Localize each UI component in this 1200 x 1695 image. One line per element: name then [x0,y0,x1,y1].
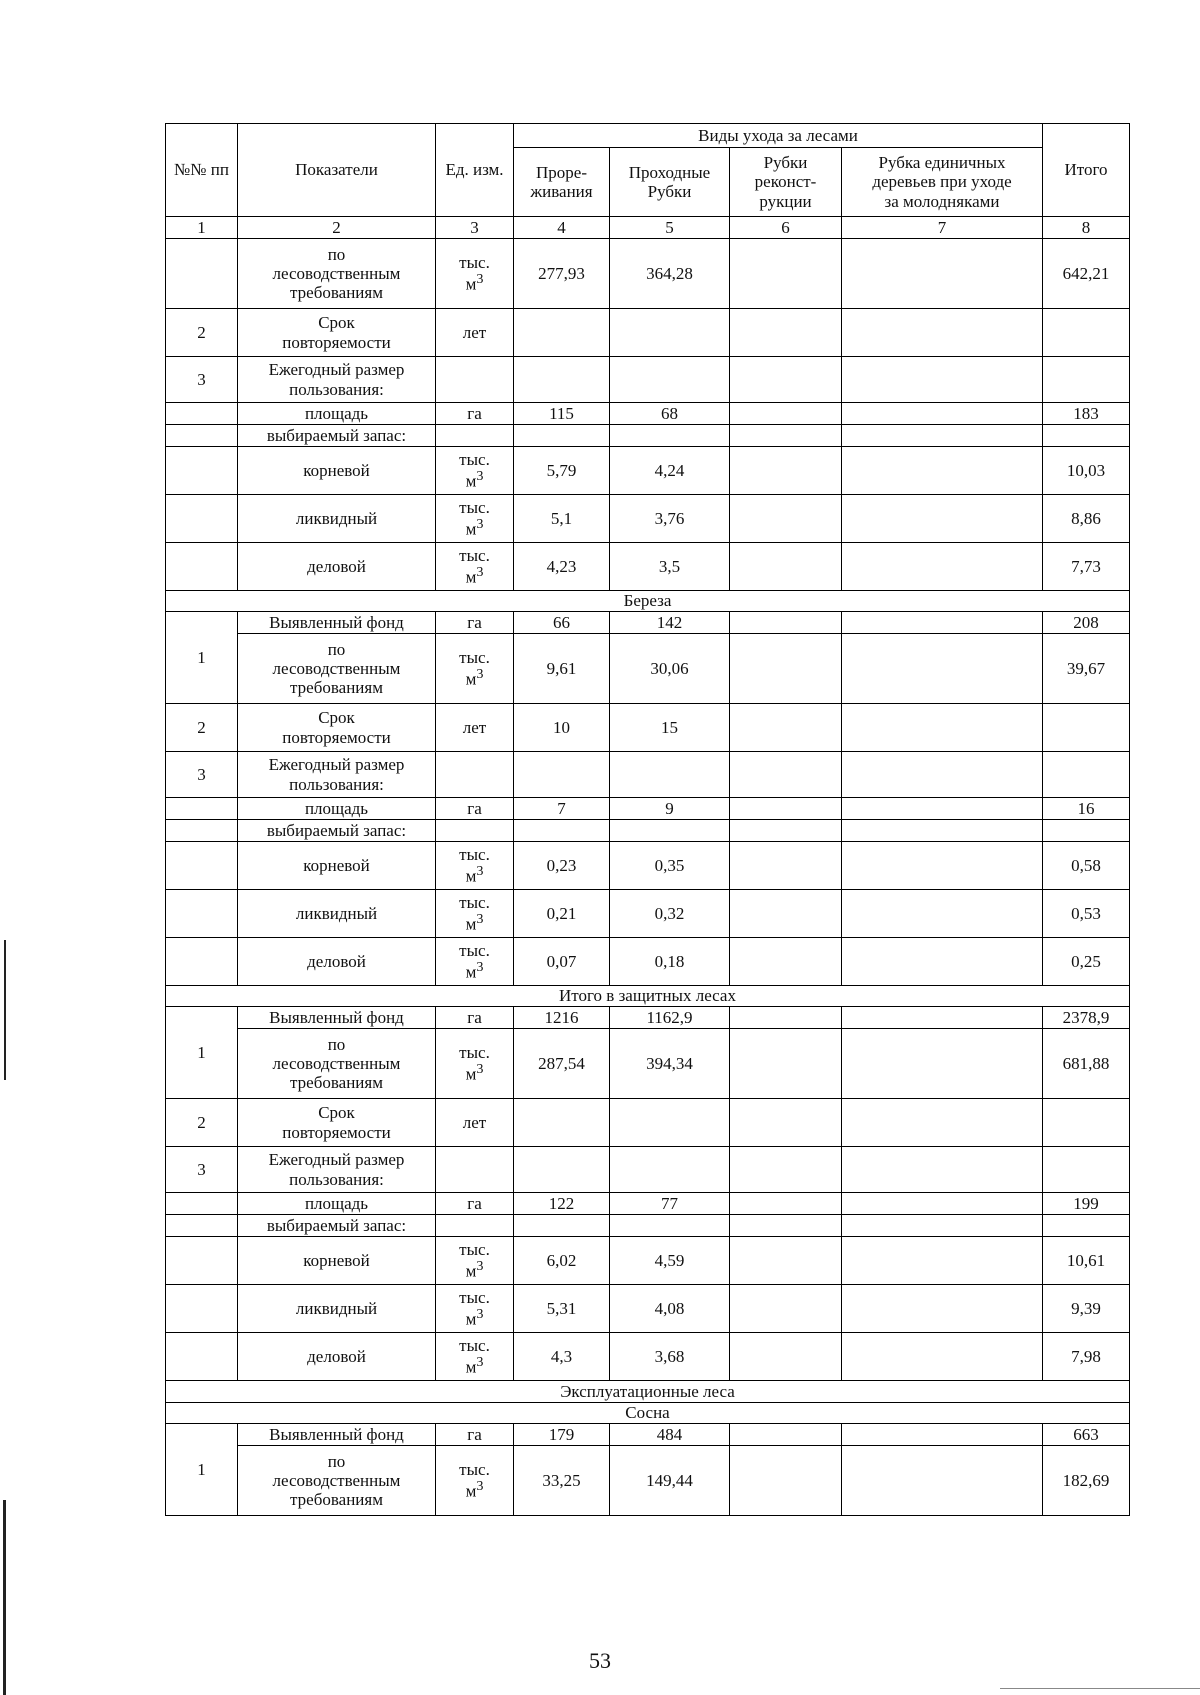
total-cell: 10,61 [1043,1237,1130,1285]
table-row [166,842,1130,890]
row-number: 1 [166,1007,238,1099]
value-cell: 7 [514,798,610,820]
table-row [166,798,1130,820]
value-cell: 15 [610,704,730,752]
table-row [166,543,1130,591]
value-cell: 4,24 [610,447,730,495]
page-number: 53 [589,1648,611,1673]
row-number: 2 [166,704,238,752]
value-cell [842,239,1043,309]
indicator-label: площадь [238,403,436,425]
column-number: 5 [610,217,730,239]
total-cell: 642,21 [1043,239,1130,309]
column-number: 2 [238,217,436,239]
indicator-label: Ежегодный размер пользования: [238,357,436,403]
table-row [166,612,1130,634]
value-cell: 5,79 [514,447,610,495]
value-cell: 4,3 [514,1333,610,1381]
table-row [166,1007,1130,1029]
table-row [166,890,1130,938]
value-cell: 66 [514,612,610,634]
value-cell: 5,31 [514,1285,610,1333]
unit-cell: тыс. $м^3$ [436,1285,514,1333]
indicator-label: деловой [238,1333,436,1381]
indicator-label: по лесоводственным требованиям [238,239,436,309]
table-row [166,1193,1130,1215]
table-row [166,403,1130,425]
indicator-label: Выявленный фонд [238,1007,436,1029]
unit-cell: тыс. $м^3$ [436,1237,514,1285]
unit-cell: га [436,1424,514,1446]
value-cell: 277,93 [514,239,610,309]
unit-cell: тыс. $м^3$ [436,543,514,591]
value-cell: 179 [514,1424,610,1446]
indicator-label: Срок повторяемости [238,1099,436,1147]
value-cell: 4,23 [514,543,610,591]
indicator-label: по лесоводственным требованиям [238,1029,436,1099]
total-cell: 16 [1043,798,1130,820]
row-number: 3 [166,357,238,403]
indicator-label: деловой [238,543,436,591]
indicator-label: площадь [238,798,436,820]
forest-care-table [165,123,1130,1516]
value-cell: 1162,9 [610,1007,730,1029]
unit-cell: лет [436,1099,514,1147]
table-row [166,1237,1130,1285]
total-cell: 9,39 [1043,1285,1130,1333]
total-cell: 2378,9 [1043,1007,1130,1029]
table-row [166,239,1130,309]
scan-edge-mark [4,940,6,1080]
header-row [166,124,1130,148]
header-indicators: Показатели [238,124,436,217]
value-cell: 3,5 [610,543,730,591]
unit-cell: тыс. $м^3$ [436,890,514,938]
unit-cell: тыс. $м^3$ [436,1446,514,1516]
value-cell: 4,08 [610,1285,730,1333]
indicator-label: площадь [238,1193,436,1215]
indicator-label: корневой [238,1237,436,1285]
unit-cell: га [436,798,514,820]
table-row [166,1285,1130,1333]
total-cell: 182,69 [1043,1446,1130,1516]
value-cell [730,239,842,309]
indicator-label: ликвидный [238,495,436,543]
value-cell: 1216 [514,1007,610,1029]
value-cell: 4,59 [610,1237,730,1285]
table-row [166,1215,1130,1237]
table-row [166,752,1130,798]
unit-cell: га [436,1007,514,1029]
section-title-birch: Береза [166,591,1130,612]
value-cell: 0,32 [610,890,730,938]
indicator-label: ликвидный [238,1285,436,1333]
indicator-label: выбираемый запас: [238,1215,436,1237]
total-cell: 0,58 [1043,842,1130,890]
value-cell: 142 [610,612,730,634]
value-cell: 33,25 [514,1446,610,1516]
section-header-row [166,1403,1130,1424]
value-cell: 5,1 [514,495,610,543]
table-row [166,447,1130,495]
total-cell: 0,25 [1043,938,1130,986]
table-row [166,1147,1130,1193]
table-row [166,938,1130,986]
table-row [166,1446,1130,1516]
value-cell: 0,23 [514,842,610,890]
total-cell: 7,73 [1043,543,1130,591]
unit-cell: тыс. $м^3$ [436,634,514,704]
indicator-label: Срок повторяемости [238,309,436,357]
header-num: №№ пп [166,124,238,217]
row-number: 1 [166,1424,238,1516]
value-cell: 9,61 [514,634,610,704]
indicator-label: по лесоводственным требованиям [238,1446,436,1516]
indicator-label: Срок повторяемости [238,704,436,752]
section-header-row [166,591,1130,612]
table-row [166,1333,1130,1381]
table-row [166,820,1130,842]
total-cell: 208 [1043,612,1130,634]
value-cell: 287,54 [514,1029,610,1099]
table-row [166,1029,1130,1099]
indicator-label: выбираемый запас: [238,425,436,447]
indicator-label: по лесоводственным требованиям [238,634,436,704]
column-number: 4 [514,217,610,239]
indicator-label: Выявленный фонд [238,612,436,634]
row-number: 2 [166,309,238,357]
row-number: 3 [166,752,238,798]
unit-cell: га [436,1193,514,1215]
total-cell: 183 [1043,403,1130,425]
unit-cell: тыс. $м^3$ [436,842,514,890]
header-passage-cutting: Проходные Рубки [610,148,730,217]
value-cell: 9 [610,798,730,820]
value-cell: 115 [514,403,610,425]
row-number: 2 [166,1099,238,1147]
section-title-pine: Сосна [166,1403,1130,1424]
unit-cell: тыс. $м^3$ [436,938,514,986]
table-row [166,357,1130,403]
value-cell: 30,06 [610,634,730,704]
value-cell: 0,21 [514,890,610,938]
indicator-label: ликвидный [238,890,436,938]
value-cell: 364,28 [610,239,730,309]
section-title-exploitation: Эксплуатационные леса [166,1381,1130,1403]
indicator-label: корневой [238,447,436,495]
value-cell: 122 [514,1193,610,1215]
table-row [166,495,1130,543]
value-cell: 3,68 [610,1333,730,1381]
section-title-total-protective: Итого в защитных лесах [166,986,1130,1007]
header-care-types: Виды ухода за лесами [514,124,1043,148]
total-cell: 663 [1043,1424,1130,1446]
total-cell: 199 [1043,1193,1130,1215]
indicator-label: корневой [238,842,436,890]
column-number: 3 [436,217,514,239]
table-row [166,1424,1130,1446]
value-cell: 77 [610,1193,730,1215]
column-number: 7 [842,217,1043,239]
value-cell: 10 [514,704,610,752]
unit-cell: тыс. $м^3$ [436,239,514,309]
scan-edge-mark [1000,1688,1200,1689]
row-number: 1 [166,612,238,704]
column-number: 6 [730,217,842,239]
section-header-row [166,986,1130,1007]
total-cell: 39,67 [1043,634,1130,704]
value-cell: 0,18 [610,938,730,986]
total-cell: 0,53 [1043,890,1130,938]
row-number [166,239,238,309]
header-total: Итого [1043,124,1130,217]
table-row [166,704,1130,752]
column-number-row [166,217,1130,239]
value-cell: 3,76 [610,495,730,543]
indicator-label: деловой [238,938,436,986]
value-cell: 0,07 [514,938,610,986]
value-cell: 0,35 [610,842,730,890]
indicator-label: выбираемый запас: [238,820,436,842]
row-number: 3 [166,1147,238,1193]
header-unit: Ед. изм. [436,124,514,217]
unit-cell: га [436,403,514,425]
column-number: 8 [1043,217,1130,239]
header-single-tree-cutting: Рубка единичных деревьев при уходе за молодняками [842,148,1043,217]
unit-cell: тыс. $м^3$ [436,495,514,543]
header-reconstruction-cutting: Рубки реконст- рукции [730,148,842,217]
total-cell: 7,98 [1043,1333,1130,1381]
indicator-label: Выявленный фонд [238,1424,436,1446]
unit-cell: тыс. $м^3$ [436,1029,514,1099]
value-cell: 6,02 [514,1237,610,1285]
indicator-label: Ежегодный размер пользования: [238,752,436,798]
header-thinning: Проре- живания [514,148,610,217]
table-row [166,634,1130,704]
indicator-label: Ежегодный размер пользования: [238,1147,436,1193]
unit-cell: тыс. $м^3$ [436,447,514,495]
value-cell: 149,44 [610,1446,730,1516]
total-cell: 8,86 [1043,495,1130,543]
table-row [166,425,1130,447]
unit-cell: тыс. $м^3$ [436,1333,514,1381]
column-number: 1 [166,217,238,239]
unit-cell: га [436,612,514,634]
value-cell: 394,34 [610,1029,730,1099]
unit-cell: лет [436,704,514,752]
table-row [166,1099,1130,1147]
value-cell: 484 [610,1424,730,1446]
value-cell: 68 [610,403,730,425]
section-header-row [166,1381,1130,1403]
total-cell: 681,88 [1043,1029,1130,1099]
unit-cell: лет [436,309,514,357]
table-row [166,309,1130,357]
total-cell: 10,03 [1043,447,1130,495]
